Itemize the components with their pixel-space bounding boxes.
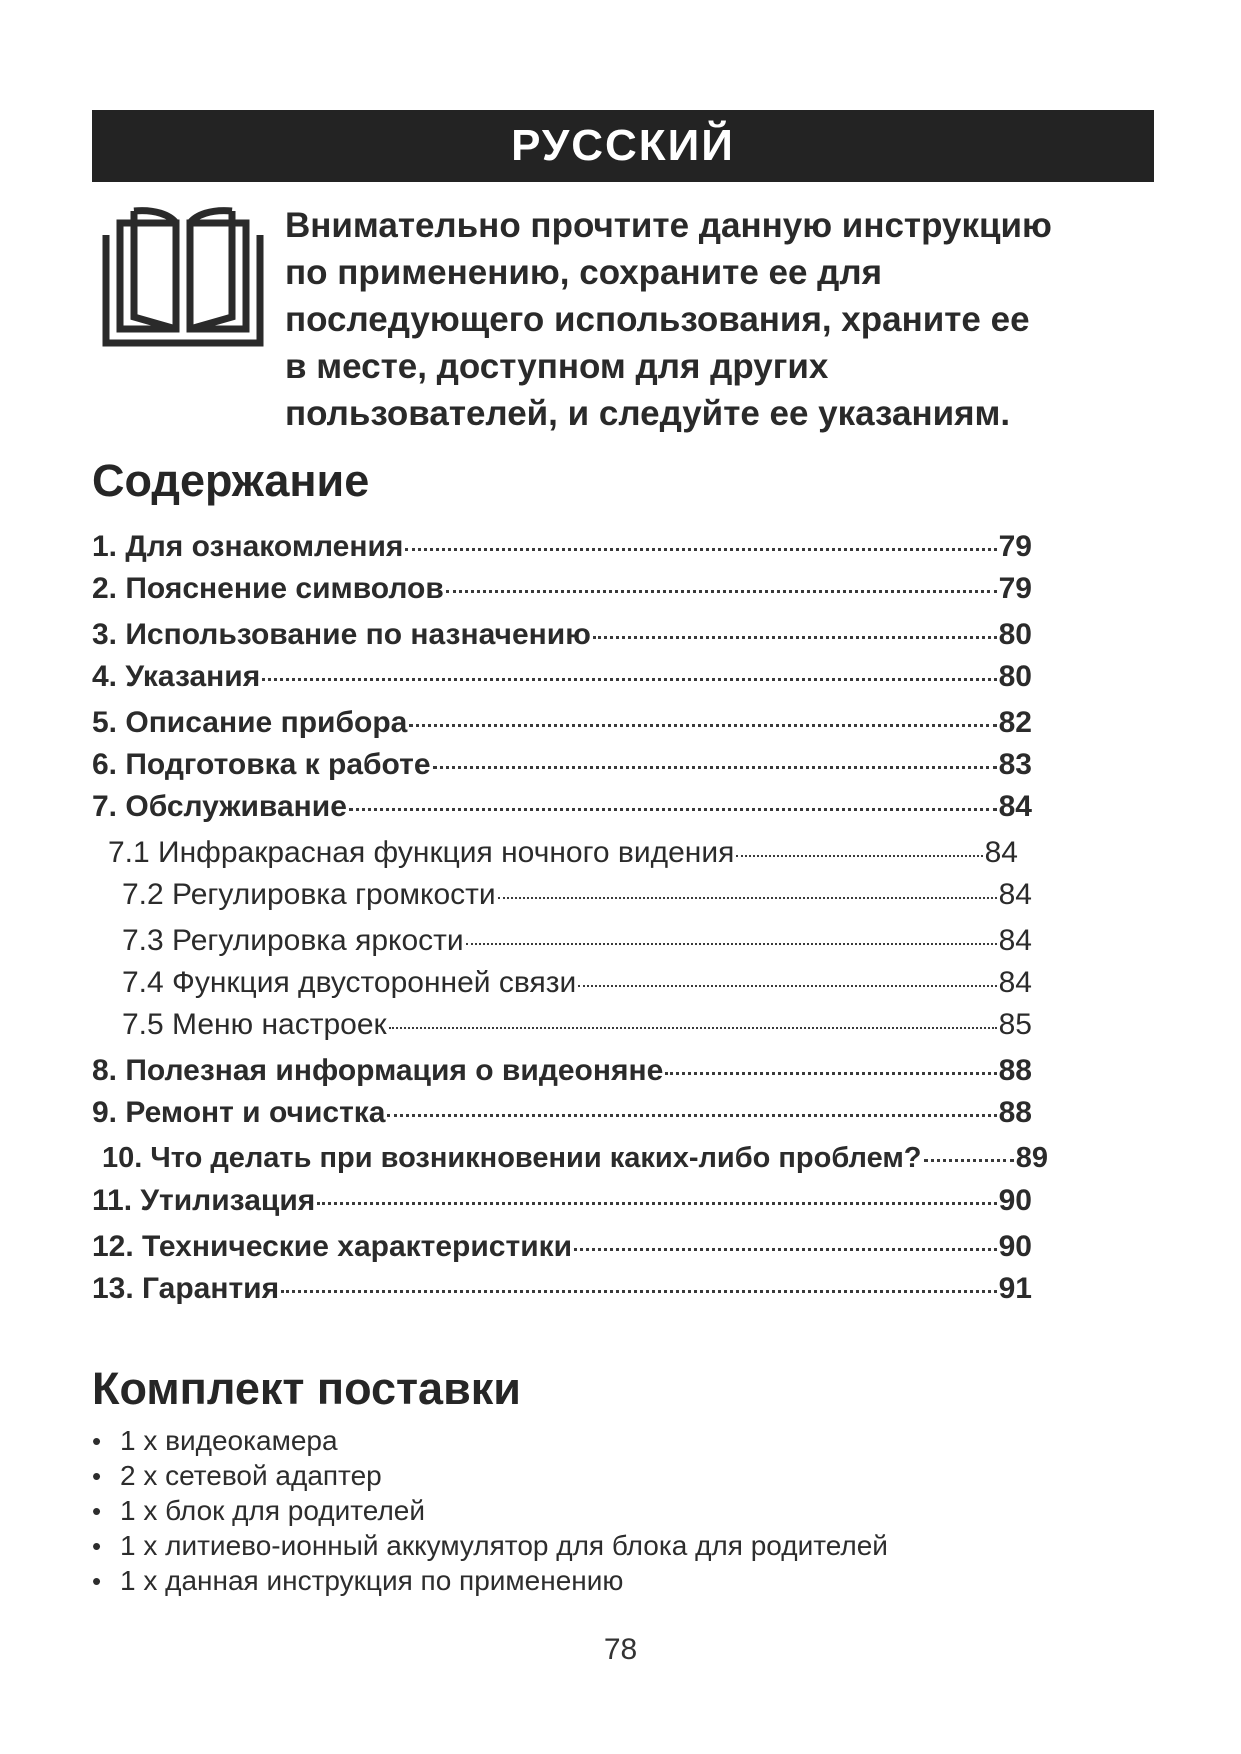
toc-entry[interactable]: [92, 530, 1032, 570]
toc-leader: [405, 548, 996, 551]
bullet-icon: •: [92, 1531, 102, 1561]
toc-page: 79: [998, 572, 1032, 605]
toc-label: 7.2 Регулировка громкости: [122, 878, 496, 911]
intro-line: по применению, сохраните ее для: [285, 253, 883, 292]
toc-leader: [593, 636, 997, 639]
toc-label: 7.4 Функция двусторонней связи: [122, 966, 577, 999]
toc-leader: [433, 766, 997, 769]
toc-label: 5. Описание прибора: [92, 706, 408, 739]
kit-item-text: 1 х видеокамера: [120, 1425, 338, 1456]
toc-subentry[interactable]: [122, 966, 1032, 1006]
page-number: 78: [603, 1633, 638, 1666]
toc-label: 7.3 Регулировка яркости: [122, 924, 464, 957]
toc-page: 89: [1015, 1142, 1048, 1174]
toc-label: 7. Обслуживание: [92, 790, 347, 823]
toc-leader: [262, 678, 996, 681]
toc-entry[interactable]: [92, 1054, 1032, 1094]
toc-entry[interactable]: [92, 618, 1032, 658]
toc-leader: [574, 1248, 997, 1251]
toc-label: 10. Что делать при возникновении каких-либо проблем?: [102, 1142, 922, 1174]
open-book-icon: [100, 205, 266, 350]
toc-leader: [498, 897, 997, 899]
toc-entry[interactable]: [92, 1230, 1032, 1270]
intro-line: Внимательно прочтите данную инструкцию: [285, 206, 1052, 245]
kit-item: [92, 1530, 888, 1562]
toc-page: 79: [998, 530, 1032, 563]
toc-entry[interactable]: [92, 748, 1032, 788]
toc-page: 83: [998, 748, 1032, 781]
toc-label: 7.1 Инфракрасная функция ночного видения: [108, 836, 735, 869]
toc-entry[interactable]: [92, 1096, 1032, 1136]
toc-page: 90: [998, 1230, 1032, 1263]
toc-entry[interactable]: [92, 1184, 1032, 1224]
toc-label: 9. Ремонт и очистка: [92, 1096, 386, 1129]
toc-leader: [281, 1290, 997, 1293]
kit-item-text: 1 х литиево-ионный аккумулятор для блока для родителей: [120, 1530, 888, 1561]
toc-leader: [349, 808, 997, 811]
intro-line: в месте, доступном для других: [285, 347, 829, 386]
intro-paragraph: [285, 202, 1155, 437]
toc-page: 85: [998, 1008, 1032, 1041]
toc-page: 84: [998, 966, 1032, 999]
contents-title: Содержание: [92, 455, 370, 506]
toc-page: 84: [984, 836, 1018, 869]
toc-subentry[interactable]: [108, 836, 1018, 876]
kit-item-text: 1 х данная инструкция по применению: [120, 1565, 624, 1596]
toc-leader: [317, 1202, 996, 1205]
toc-label: 7.5 Меню настроек: [122, 1008, 387, 1041]
toc-page: 84: [998, 924, 1032, 957]
bullet-icon: •: [92, 1496, 102, 1526]
toc-leader: [389, 1027, 997, 1029]
kit-item-text: 1 х блок для родителей: [120, 1495, 425, 1526]
toc-subentry[interactable]: [122, 924, 1032, 964]
toc-page: 91: [998, 1272, 1032, 1305]
language-title: РУССКИЙ: [511, 121, 735, 170]
toc-leader: [446, 590, 997, 593]
toc-label: 8. Полезная информация о видеоняне: [92, 1054, 664, 1087]
toc-entry[interactable]: [92, 660, 1032, 700]
toc-page: 90: [998, 1184, 1032, 1217]
toc-entry[interactable]: [92, 1272, 1032, 1312]
toc-page: 82: [998, 706, 1032, 739]
toc-label: 2. Пояснение символов: [92, 572, 444, 605]
toc-page: 84: [998, 790, 1032, 823]
kit-item: [92, 1460, 382, 1492]
toc-page: 80: [998, 660, 1032, 693]
toc-leader: [736, 855, 982, 857]
toc-leader: [409, 724, 996, 727]
toc-leader: [466, 943, 997, 945]
intro-line: последующего использования, храните ее: [285, 300, 1030, 339]
kit-title: Комплект поставки: [92, 1363, 521, 1414]
kit-item: [92, 1495, 425, 1527]
toc-entry[interactable]: [92, 790, 1032, 830]
language-banner: [92, 110, 1154, 182]
toc-leader: [924, 1159, 1014, 1162]
bullet-icon: •: [92, 1566, 102, 1596]
toc-subentry[interactable]: [122, 878, 1032, 918]
toc-page: 88: [998, 1096, 1032, 1129]
toc-page: 84: [998, 878, 1032, 911]
toc-entry[interactable]: [92, 572, 1032, 612]
toc-label: 3. Использование по назначению: [92, 618, 591, 651]
bullet-icon: •: [92, 1461, 102, 1491]
toc-label: 11. Утилизация: [92, 1184, 316, 1217]
kit-item: [92, 1425, 338, 1457]
toc-leader: [387, 1114, 996, 1117]
intro-line: пользователей, и следуйте ее указаниям.: [285, 394, 1011, 433]
toc-label: 12. Технические характеристики: [92, 1230, 573, 1263]
toc-entry[interactable]: [92, 706, 1032, 746]
toc-page: 88: [998, 1054, 1032, 1087]
toc-label: 4. Указания: [92, 660, 261, 693]
toc-entry[interactable]: [102, 1142, 1048, 1182]
toc-label: 1. Для ознакомления: [92, 530, 404, 563]
toc-leader: [665, 1072, 996, 1075]
toc-leader: [578, 985, 996, 987]
kit-item: [92, 1565, 623, 1597]
toc-label: 6. Подготовка к работе: [92, 748, 431, 781]
toc-page: 80: [998, 618, 1032, 651]
toc-label: 13. Гарантия: [92, 1272, 280, 1305]
bullet-icon: •: [92, 1426, 102, 1456]
toc-subentry[interactable]: [122, 1008, 1032, 1048]
kit-item-text: 2 х сетевой адаптер: [120, 1460, 382, 1491]
